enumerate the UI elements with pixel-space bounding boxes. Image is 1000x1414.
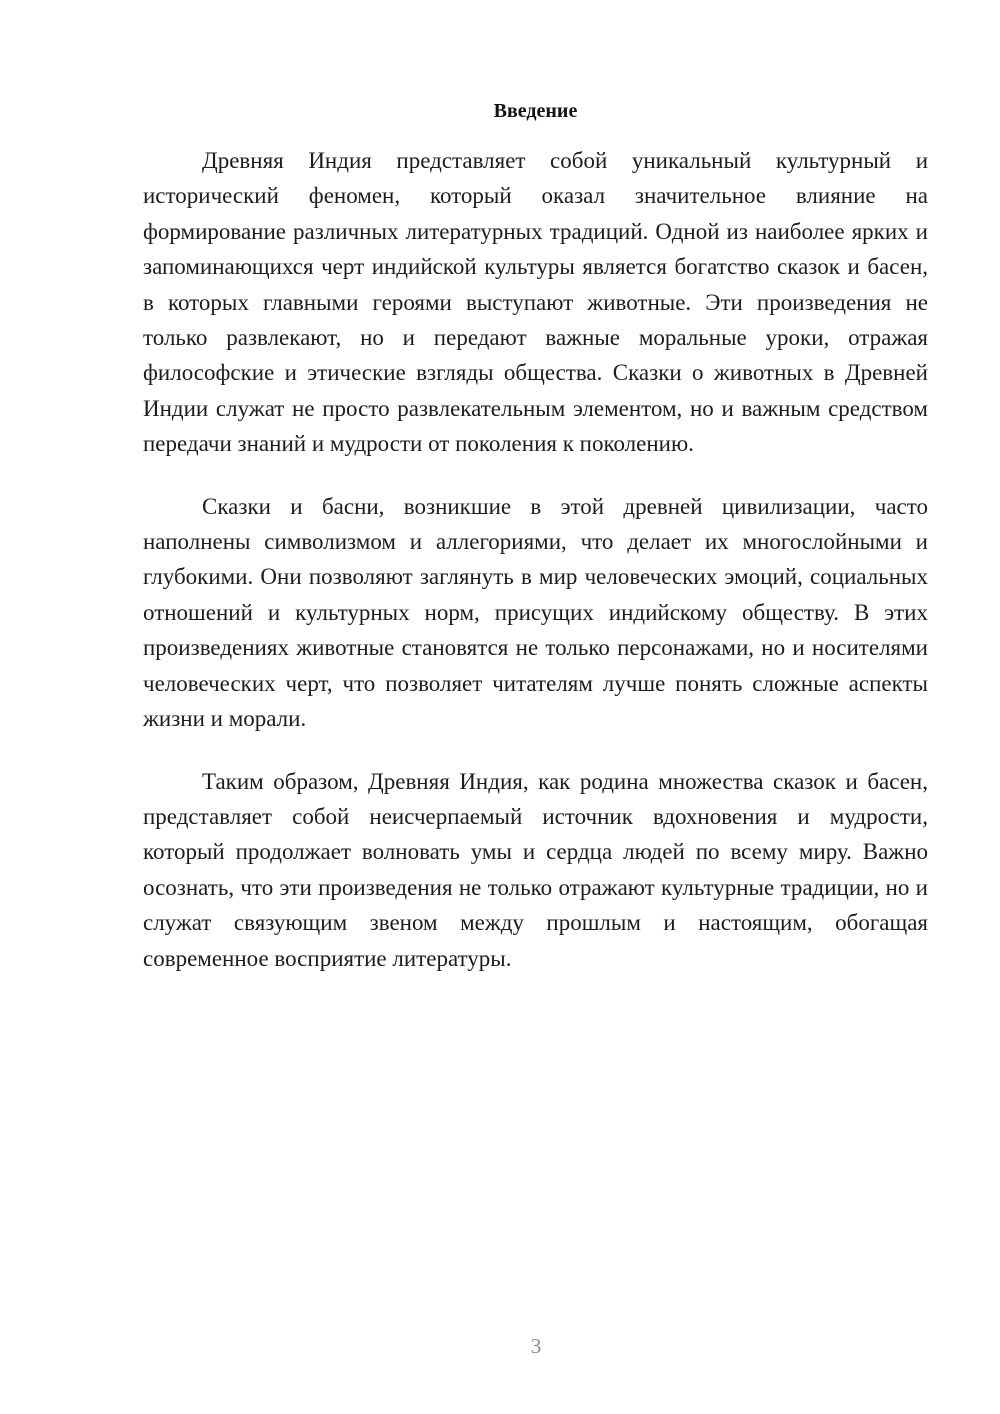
body-text bbox=[143, 143, 928, 1003]
paragraph: Таким образом, Древняя Индия, как родина множества сказок и басен, представляет собой неисчерпаемый источник вдохновения и мудрости, который продолжает волновать умы и сердца людей по всему миру. Важно осознать, что эти произведения не только отражают культурные традиции, но и служат связующим звеном между прошлым и настоящим, обогащая современное восприятие литературы. bbox=[143, 768, 928, 971]
paragraph: Древняя Индия представляет собой уникальный культурный и исторический феномен, который оказал значительное влияние на формирование различных литературных традиций. Одной из наиболее ярких и запоминающихся черт индийской культуры является богатство сказок и басен, в которых главными героями выступают животные. Эти произведения не только развлекают, но и передают важные моральные уроки, отражая философские и этические взгляды общества. Сказки о животных в Древней Индии служат не просто развлекательным элементом, но и важным средством передачи знаний и мудрости от поколения к поколению. bbox=[143, 148, 928, 457]
section-heading: Введение bbox=[493, 100, 578, 122]
paragraph: Сказки и басни, возникшие в этой древней цивилизации, часто наполнены символизмом и аллегориями, что делает их многослойными и глубокими. Они позволяют заглянуть в мир человеческих эмоций, социальных отношений и культурных норм, присущих индийскому обществу. В этих произведениях животные становятся не только персонажами, но и носителями человеческих черт, что позволяет читателям лучше понять сложные аспекты жизни и морали. bbox=[143, 493, 928, 732]
page-number: 3 bbox=[530, 1334, 542, 1358]
